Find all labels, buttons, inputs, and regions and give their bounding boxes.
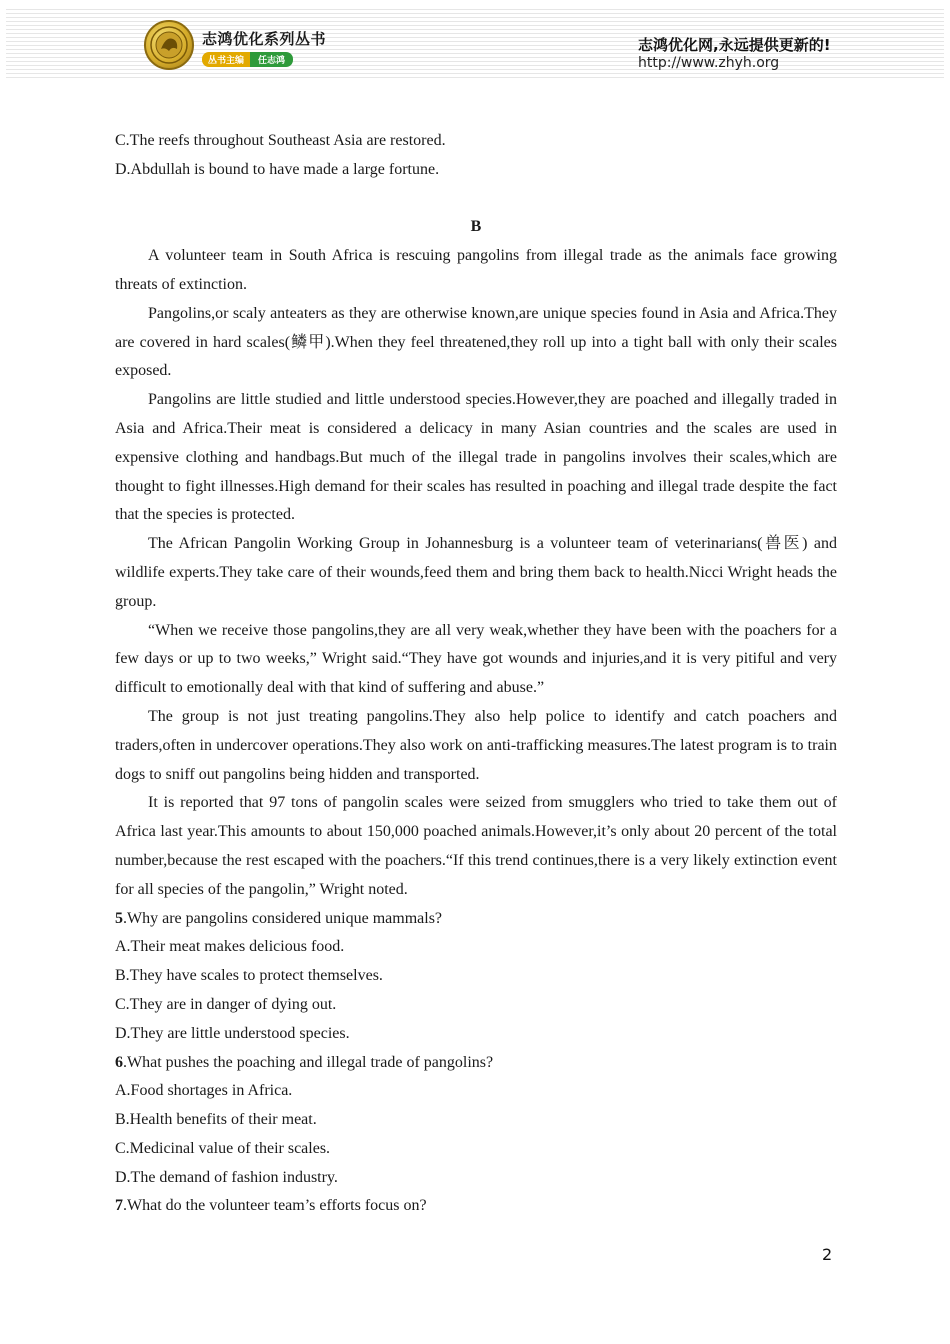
passage-paragraph: A volunteer team in South Africa is rescuing pangolins from illegal trade as the animals face growing threats of extinction. xyxy=(115,247,837,293)
question-number: 7 xyxy=(115,1197,123,1215)
question-number: 5 xyxy=(115,909,123,927)
question-7 xyxy=(115,1192,837,1221)
page-header xyxy=(6,6,944,78)
option-a: A.Food shortages in Africa. xyxy=(115,1082,293,1100)
option-b: B.Health benefits of their meat. xyxy=(115,1111,317,1129)
question-5 xyxy=(115,905,837,934)
option-a: A.Their meat makes delicious food. xyxy=(115,938,345,956)
question-text: .What do the volunteer team’s efforts focus on? xyxy=(123,1197,427,1215)
page-number: 2 xyxy=(822,1245,833,1264)
passage-paragraph: “When we receive those pangolins,they are all very weak,whether they have been with the poachers for a few days or up to two weeks,” Wright said.“They have got wounds and injuries,and it is very pitiful and very difficult to emotionally deal with that kind of suffering and abuse.” xyxy=(115,621,837,697)
option-c: C.Medicinal value of their scales. xyxy=(115,1139,331,1157)
site-url-link[interactable]: http://www.zhyh.org xyxy=(638,55,780,71)
passage-paragraph: Pangolins are little studied and little understood species.However,they are poached and illegally traded in Asia and Africa.Their meat is considered a delicacy in many Asian countries and the scales are used in expensive clothing and handbags.But much of the illegal trade in pangolins involves their scales,which are thought to fight illnesses.High demand for their scales has resulted in poaching and illegal trade despite the fact that the species is protected. xyxy=(115,391,837,524)
document-body xyxy=(115,127,837,1221)
passage-paragraph: The group is not just treating pangolins.They also help police to identify and catch poachers and traders,often in undercover operations.They also work on anti-trafficking measures.The latest program is to train dogs to sniff out pangolins being hidden and transported. xyxy=(115,707,837,783)
brand-title: 志鸿优化系列丛书 xyxy=(202,30,327,48)
publisher-seal-icon xyxy=(144,20,194,70)
site-slogan: 志鸿优化网,永远提供更新的! xyxy=(638,36,831,54)
prev-option-d: D.Abdullah is bound to have made a large fortune. xyxy=(115,160,440,178)
question-6 xyxy=(115,1049,837,1078)
option-d: D.They are little understood species. xyxy=(115,1024,350,1042)
question-text: .Why are pangolins considered unique mammals? xyxy=(123,909,443,927)
question-number: 6 xyxy=(115,1053,123,1071)
section-title: B xyxy=(470,218,482,236)
option-c: C.They are in danger of dying out. xyxy=(115,995,337,1013)
spacer xyxy=(115,185,837,214)
option-b: B.They have scales to protect themselves. xyxy=(115,967,383,985)
passage-paragraph: It is reported that 97 tons of pangolin scales were seized from smugglers who tried to take them out of Africa last year.This amounts to about 150,000 poached animals.However,it’s only about 20 percent of the total number,because the rest escaped with the poachers.“If this trend continues,there is a very likely extinction event for all species of the pangolin,” Wright noted. xyxy=(115,794,837,898)
prev-option-c: C.The reefs throughout Southeast Asia are restored. xyxy=(115,132,446,149)
question-text: .What pushes the poaching and illegal trade of pangolins? xyxy=(123,1053,494,1071)
editor-name: 任志鸿 xyxy=(250,52,293,67)
passage-paragraph: Pangolins,or scaly anteaters as they are otherwise known,are unique species found in Asia and Africa.They are covered in hard scales(鳞甲).When they feel threatened,they roll up into a tight ball with only their scales exposed. xyxy=(115,304,837,380)
passage-paragraph: The African Pangolin Working Group in Johannesburg is a volunteer team of veterinarians(兽医) and wildlife experts.They take care of their wounds,feed them and bring them back to health.Nicci Wright heads the group. xyxy=(115,535,837,610)
editor-badge xyxy=(202,52,293,66)
editor-label: 丛书主编 xyxy=(202,52,250,67)
option-d: D.The demand of fashion industry. xyxy=(115,1168,338,1186)
